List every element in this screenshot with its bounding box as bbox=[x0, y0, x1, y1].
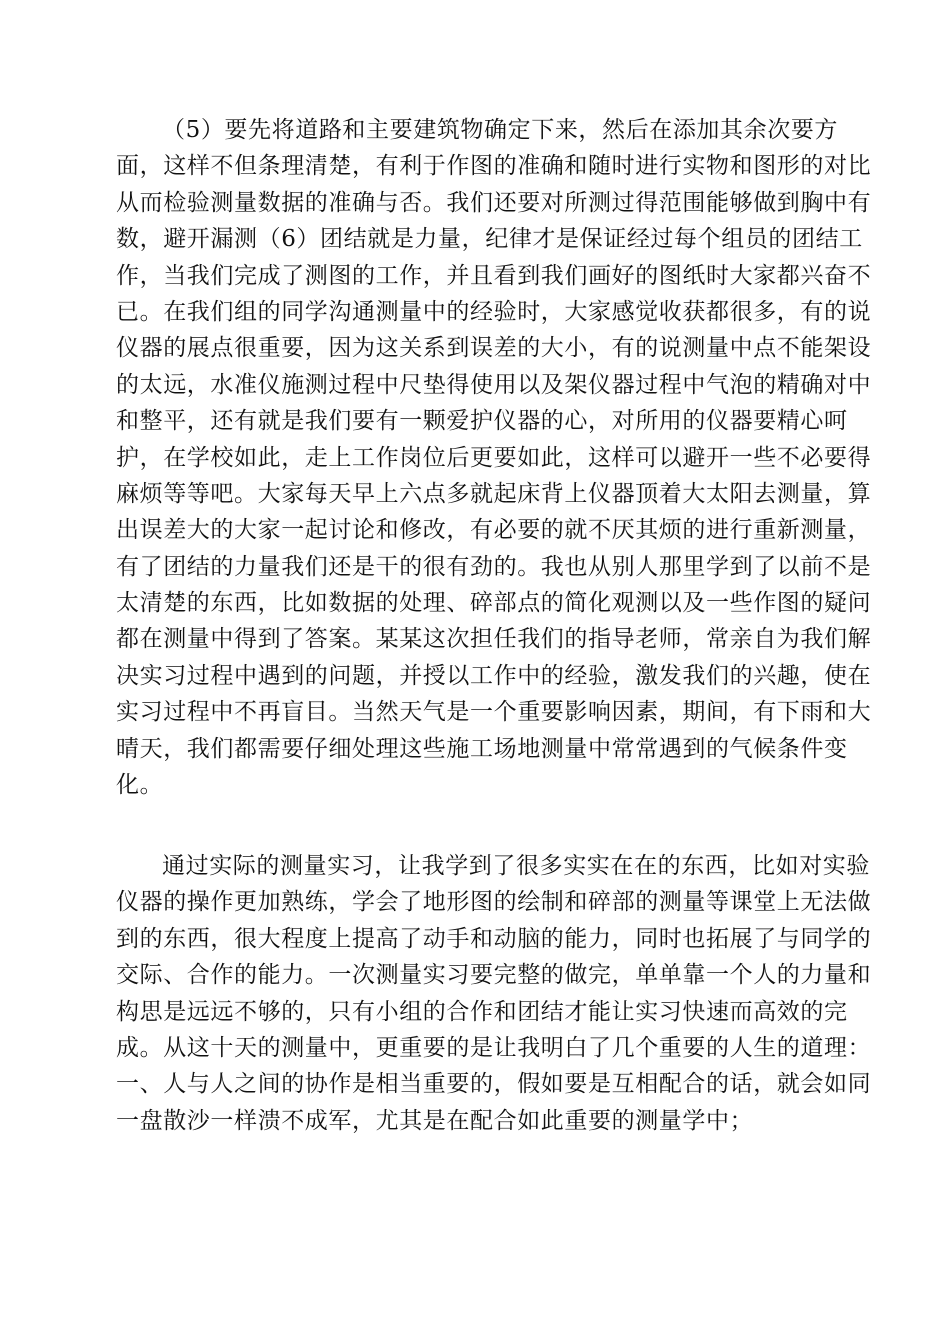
paragraph-1-line: 和整平，还有就是我们要有一颗爱护仪器的心，对所用的仪器要精心呵 bbox=[116, 408, 848, 435]
paragraph-1-line: （5）要先将道路和主要建筑物确定下来，然后在添加其余次要方 bbox=[162, 117, 839, 143]
paragraph-1-line: 护，在学校如此，走上工作岗位后更要如此，这样可以避开一些不必要得 bbox=[116, 444, 872, 471]
paragraph-2-line: 一盘散沙一样溃不成军，尤其是在配合如此重要的测量学中； bbox=[116, 1107, 754, 1134]
paragraph-1-line: 出误差大的大家一起讨论和修改，有必要的就不厌其烦的进行重新测量， bbox=[116, 517, 872, 544]
paragraph-2-line: 仪器的操作更加熟练，学会了地形图的绘制和碎部的测量等课堂上无法做 bbox=[116, 889, 872, 916]
paragraph-1-line: 都在测量中得到了答案。某某这次担任我们的指导老师，常亲自为我们解 bbox=[116, 626, 872, 653]
paragraph-1-line: 数，避开漏测（6）团结就是力量，纪律才是保证经过每个组员的团结工 bbox=[116, 226, 863, 253]
paragraph-1-line: 晴天，我们都需要仔细处理这些施工场地测量中常常遇到的气候条件变 bbox=[116, 735, 848, 762]
paragraph-1-line: 的太远，水准仪施测过程中尺垫得使用以及架仪器过程中气泡的精确对中 bbox=[116, 371, 872, 398]
paragraph-2-line: 到的东西，很大程度上提高了动手和动脑的能力，同时也拓展了与同学的 bbox=[116, 925, 872, 952]
paragraph-1-line: 有了团结的力量我们还是干的很有劲的。我也从别人那里学到了以前不是 bbox=[116, 553, 872, 580]
paragraph-1-line: 实习过程中不再盲目。当然天气是一个重要影响因素，期间，有下雨和大 bbox=[116, 699, 872, 726]
paragraph-2-line: 交际、合作的能力。一次测量实习要完整的做完，单单靠一个人的力量和 bbox=[116, 962, 872, 989]
paragraph-1-line: 决实习过程中遇到的问题，并授以工作中的经验，激发我们的兴趣，使在 bbox=[116, 662, 872, 689]
paragraph-1-line: 从而检验测量数据的准确与否。我们还要对所测过得范围能够做到胸中有 bbox=[116, 189, 872, 216]
paragraph-2-line: 通过实际的测量实习，让我学到了很多实实在在的东西，比如对实验 bbox=[162, 853, 870, 879]
paragraph-1 bbox=[116, 112, 872, 803]
paragraph-1-line: 太清楚的东西，比如数据的处理、碎部点的简化观测以及一些作图的疑问 bbox=[116, 590, 872, 617]
paragraph-2-line: 一、人与人之间的协作是相当重要的，假如要是互相配合的话，就会如同 bbox=[116, 1071, 872, 1098]
paragraph-1-line: 麻烦等等吧。大家每天早上六点多就起床背上仪器顶着大太阳去测量，算 bbox=[116, 480, 872, 507]
paragraph-1-line: 仪器的展点很重要，因为这关系到误差的大小，有的说测量中点不能架设 bbox=[116, 335, 872, 362]
paragraph-1-line: 面，这样不但条理清楚，有利于作图的准确和随时进行实物和图形的对比 bbox=[116, 153, 872, 180]
paragraph-2-line: 成。从这十天的测量中，更重要的是让我明白了几个重要的人生的道理： bbox=[116, 1034, 872, 1061]
paragraph-1-line: 已。在我们组的同学沟通测量中的经验时，大家感觉收获都很多，有的说 bbox=[116, 298, 872, 325]
paragraph-1-line: 作，当我们完成了测图的工作，并且看到我们画好的图纸时大家都兴奋不 bbox=[116, 262, 872, 289]
paragraph-2-line: 构思是远远不够的，只有小组的合作和团结才能让实习快速而高效的完 bbox=[116, 998, 848, 1025]
paragraph-2 bbox=[116, 848, 872, 1139]
paragraph-1-line: 化。 bbox=[116, 772, 164, 799]
